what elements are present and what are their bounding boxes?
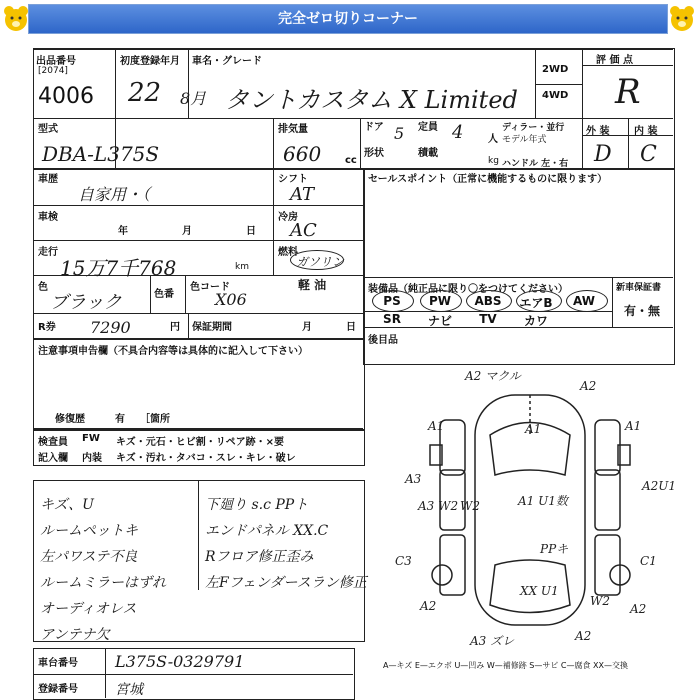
equip-item: ナビ — [427, 314, 452, 328]
remark-line: エンドパネル XX.C — [205, 523, 329, 539]
naiso-label: 内装 — [82, 453, 102, 464]
kei-label: 積載 — [418, 148, 438, 159]
diagram-mark: PPキ — [540, 542, 569, 556]
model-value: DBA-L375S — [42, 142, 160, 166]
remark-line: ルームペットキ — [40, 523, 138, 539]
recycle-unit: 円 — [170, 322, 180, 333]
remarks-left — [40, 492, 166, 648]
door-label: ドア — [364, 122, 384, 133]
modelyear-label: モデル年式 — [502, 135, 547, 145]
bear-logo-right — [668, 4, 696, 36]
diagram-mark: A3 ズレ — [470, 634, 515, 648]
equip-item: PS — [383, 294, 401, 308]
cc-label: 排気量 — [278, 124, 308, 135]
remark-line: キズ、U — [40, 497, 94, 513]
recycle-label: R券 — [38, 322, 56, 333]
shape-label: 形状 — [364, 148, 384, 159]
color-label: 色 — [38, 282, 48, 293]
equip-item: SR — [383, 312, 401, 326]
cc-value: 660 — [283, 142, 322, 166]
car-damage-diagram — [380, 365, 680, 655]
diagram-mark: A2 マクル — [465, 369, 521, 383]
drive-4wd: 4WD — [542, 90, 569, 101]
notes-label: 注意事項申告欄（不具合内容等は具体的に記入して下さい） — [38, 346, 308, 357]
diagram-mark: A3 W2 — [418, 499, 459, 513]
colorcode-label: 色コード — [190, 282, 230, 293]
ac-label: 冷房 — [278, 212, 298, 223]
ext-label: 外 装 — [586, 126, 610, 137]
diagram-mark: A2 — [580, 379, 597, 393]
handle-label: ハンドル 左・右 — [502, 159, 569, 169]
entry-label: 記入欄 — [38, 453, 68, 464]
cap-label: 定員 — [418, 122, 438, 133]
fuel-label: 燃料 — [278, 247, 298, 258]
usage-value: 自家用・（ — [78, 185, 151, 204]
equip-row-2 — [368, 312, 560, 329]
mileage-label: 走行 — [38, 247, 58, 258]
repair-label: 修復歴 — [55, 414, 85, 425]
diagram-mark: C1 — [640, 554, 657, 568]
colorno-label: 色番 — [154, 289, 174, 300]
remarks-right — [205, 492, 367, 596]
inspect-month: 月 — [182, 226, 192, 237]
reg-month: 8月 — [180, 89, 207, 108]
damage-legend: A—キズ E—エクボ U—凹み W—補修跡 S—サビ C—腐食 XX—交換 — [383, 661, 629, 670]
name-label: 車名・グレード — [192, 56, 262, 67]
remark-line: 左Fフェンダースラン修正 — [205, 575, 367, 591]
naiso-items: キズ・汚れ・タバコ・スレ・キレ・破レ — [116, 453, 296, 464]
equip-item: TV — [479, 312, 497, 326]
diagram-mark: A1 — [428, 419, 445, 433]
equip-item: ABS — [474, 294, 502, 308]
diagram-mark: A1 — [625, 419, 642, 433]
mileage-value: 15万7千768 — [60, 256, 177, 280]
new-warranty-label: 新車保証書 — [616, 283, 662, 293]
reg-label: 初度登録年月 — [120, 56, 180, 67]
diagram-mark: A1 — [525, 422, 542, 436]
equip-item: カワ — [523, 314, 548, 328]
cap-value: 4 — [452, 122, 464, 143]
plate-label: 登録番号 — [38, 684, 78, 695]
chassis-value: L375S-0329791 — [115, 652, 245, 671]
name-value: タントカスタム X Limited — [225, 86, 518, 114]
chassis-label: 車台番号 — [38, 658, 78, 669]
color-value: ブラック — [50, 292, 122, 313]
remark-line: ルームミラーはずれ — [40, 575, 166, 591]
remark-line: 下廻り s.c PPト — [205, 497, 309, 513]
diagram-mark: A2U1 — [642, 479, 677, 493]
kg-unit: kg — [488, 156, 499, 166]
fw-label: FW — [82, 433, 100, 444]
backseat-label: 後目品 — [368, 335, 398, 346]
remark-line: Rフロア修正歪み — [205, 549, 314, 565]
middle-right-frame — [363, 168, 675, 365]
score-value: R — [615, 72, 641, 112]
plate-value: 宮城 — [115, 682, 143, 698]
repair-value: 有 — [115, 414, 125, 425]
inspect-day: 日 — [246, 226, 256, 237]
warranty-day: 日 — [346, 322, 356, 333]
warranty-label: 保証期間 — [192, 322, 232, 333]
lot-label: 出品番号 — [36, 56, 76, 67]
inspect-year: 年 — [118, 226, 128, 237]
inspector-label: 検査員 — [38, 437, 68, 448]
cap-unit: 人 — [488, 134, 498, 145]
equip-label: 装備品（純正品に限り〇をつけてください） — [368, 284, 568, 295]
ext-value: D — [594, 142, 612, 167]
lot-sub: [2074] — [38, 66, 68, 76]
remark-line: 左パワステ不良 — [40, 549, 138, 565]
model-label: 型式 — [38, 124, 58, 135]
repair-location: ［箇所 — [140, 414, 170, 425]
diagram-mark: XX U1 — [520, 584, 559, 598]
shift-label: シフト — [278, 174, 308, 185]
fw-items: キズ・元石・ヒビ割・リペア跡・×要 — [116, 437, 284, 448]
remark-line: オーディオレス — [40, 601, 137, 617]
bear-logo-left — [2, 4, 30, 36]
ac-value: AC — [290, 220, 317, 241]
remark-line: アンテナ欠 — [40, 627, 110, 643]
inspect-label: 車検 — [38, 212, 58, 223]
equip-item: PW — [428, 294, 452, 308]
dealer-label: ディラー・並行 — [502, 123, 565, 133]
diagram-mark: A2 — [630, 602, 647, 616]
score-label: 評 価 点 — [596, 55, 633, 66]
reg-year: 22 — [128, 78, 162, 108]
recycle-value: 7290 — [90, 318, 131, 337]
diagram-mark: A2 — [575, 629, 592, 643]
fuel-diesel: 軽 油 — [298, 278, 327, 292]
diagram-mark: A1 U1数 — [518, 494, 568, 508]
diagram-mark: A2 — [420, 599, 437, 613]
equip-item: AW — [573, 294, 595, 308]
int-value: C — [640, 142, 657, 167]
warranty-month: 月 — [302, 322, 312, 333]
usage-label: 車歴 — [38, 174, 58, 185]
diagram-mark: W2 — [460, 499, 480, 513]
shift-value: AT — [290, 184, 315, 205]
int-label: 内 装 — [634, 126, 658, 137]
door-value: 5 — [394, 124, 405, 143]
drive-2wd: 2WD — [542, 64, 569, 75]
selling-label: セールスポイント（正常に機能するものに限ります） — [368, 174, 608, 185]
diagram-mark: C3 — [395, 554, 412, 568]
new-warranty-value: 有・無 — [624, 304, 661, 318]
lot-number: 4006 — [38, 84, 94, 109]
header-banner: 完全ゼロ切りコーナー — [28, 4, 668, 34]
colorcode-value: X06 — [215, 290, 247, 309]
fuel-value: ガソリン — [296, 255, 345, 269]
equip-item: エアB — [519, 296, 553, 310]
mileage-unit: km — [235, 262, 249, 272]
diagram-mark: W2 — [590, 594, 610, 608]
diagram-mark: A3 — [405, 472, 422, 486]
cc-unit: cc — [345, 155, 357, 166]
